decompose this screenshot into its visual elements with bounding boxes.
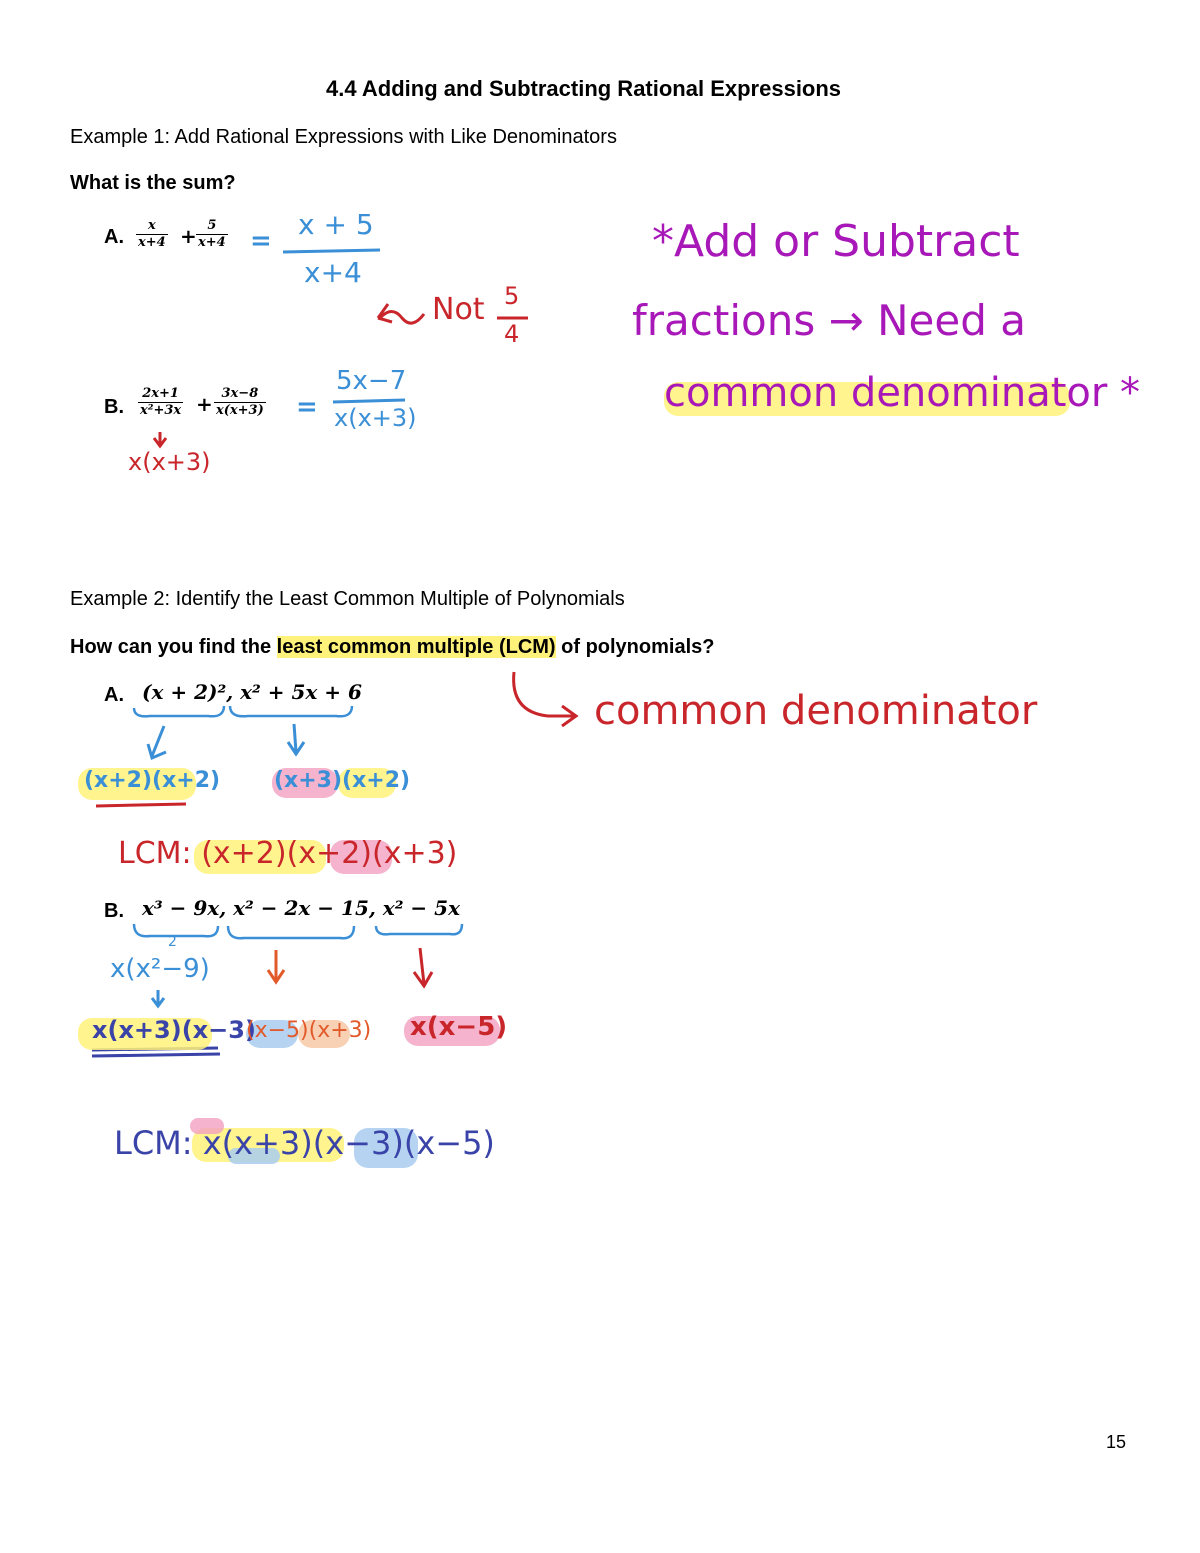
- example2-a-factor-2: (x+3)(x+2): [274, 768, 411, 793]
- example1-a-answer-den: x+4: [304, 256, 362, 289]
- side-note-line-2: fractions → Need a: [632, 296, 1026, 345]
- example2-b-label: B.: [104, 900, 124, 922]
- example1-a-note-num: 5: [504, 282, 520, 310]
- example2-b-factor-1: x(x+3)(x−3): [92, 1016, 256, 1044]
- page-title: 4.4 Adding and Subtracting Rational Expressions: [326, 76, 842, 101]
- example2-b-step-1-exponent: 2: [168, 934, 177, 950]
- answer-b-fraction-bar: [333, 400, 405, 402]
- example2-side-note: common denominator: [594, 688, 1038, 734]
- example1-a-fraction-2: 5 x+4: [198, 218, 226, 250]
- brace-b2: [228, 926, 354, 938]
- arrow-a1-icon: [148, 726, 166, 758]
- example1-b-answer-den: x(x+3): [334, 404, 417, 432]
- arrow-b2-icon: [268, 950, 284, 982]
- example1-b-label: B.: [104, 396, 124, 418]
- example2-b-expression: x³ − 9x, x² − 2x − 15, x² − 5x: [142, 896, 460, 920]
- example1-a-note-den: 4: [504, 320, 520, 348]
- brace-a1: [134, 706, 224, 716]
- example1-b-fraction-2: 3x−8 x(x+3): [216, 386, 264, 418]
- example2-b-factor-2: (x−5)(x+3): [246, 1018, 372, 1043]
- example1-a-answer-num: x + 5: [298, 208, 374, 241]
- example1-b-fraction-1: 2x+1 x²+3x: [140, 386, 182, 418]
- side-note-line-3: common denominator *: [664, 370, 1141, 416]
- brace-b3: [376, 924, 462, 934]
- example1-question: What is the sum?: [70, 172, 236, 194]
- brace-a2: [230, 706, 352, 716]
- example1-a-plus: +: [180, 224, 197, 248]
- example2-b-factor-3: x(x−5): [410, 1012, 508, 1042]
- example1-a-fraction-1: x x+4: [138, 218, 166, 250]
- example2-b-step-1: x(x²−9): [110, 954, 210, 984]
- example1-b-equals: =: [296, 392, 318, 422]
- example2-question: How can you find the least common multiple (LCM) of polynomials?: [70, 636, 715, 658]
- answer-a-fraction-bar: [283, 250, 380, 252]
- example2-a-expression: (x + 2)², x² + 5x + 6: [142, 680, 362, 704]
- factor-a1-underline: [96, 804, 186, 806]
- factor-b1-underline-2: [92, 1054, 220, 1056]
- example1-b-answer-num: 5x−7: [336, 366, 407, 396]
- factor-down-arrow-icon: [154, 432, 166, 446]
- example1-heading: Example 1: Add Rational Expressions with Like Denominators: [70, 126, 617, 148]
- lcm-hook-arrow-icon: [514, 672, 576, 726]
- example1-a-equals: =: [250, 226, 272, 256]
- example1-b-plus: +: [196, 392, 213, 416]
- example2-a-factor-1: (x+2)(x+2): [84, 768, 221, 793]
- example1-b-factor: x(x+3): [128, 448, 211, 476]
- example2-a-lcm: LCM: (x+2)(x+2)(x+3): [118, 836, 458, 871]
- arrow-a2-icon: [288, 724, 304, 754]
- lcm-highlight: least common multiple (LCM): [276, 636, 556, 658]
- example2-heading: Example 2: Identify the Least Common Multiple of Polynomials: [70, 588, 625, 610]
- side-note-line-1: *Add or Subtract: [652, 216, 1020, 267]
- page-number: 15: [1106, 1432, 1127, 1452]
- not-arrow-icon: [378, 304, 424, 323]
- example1-a-label: A.: [104, 226, 124, 248]
- arrow-b1-icon: [152, 990, 164, 1006]
- example2-b-lcm: LCM: x(x+3)(x−3)(x−5): [114, 1124, 495, 1162]
- arrow-b3-icon: [414, 948, 432, 986]
- example1-a-note: Not: [432, 292, 485, 327]
- example2-a-label: A.: [104, 684, 124, 706]
